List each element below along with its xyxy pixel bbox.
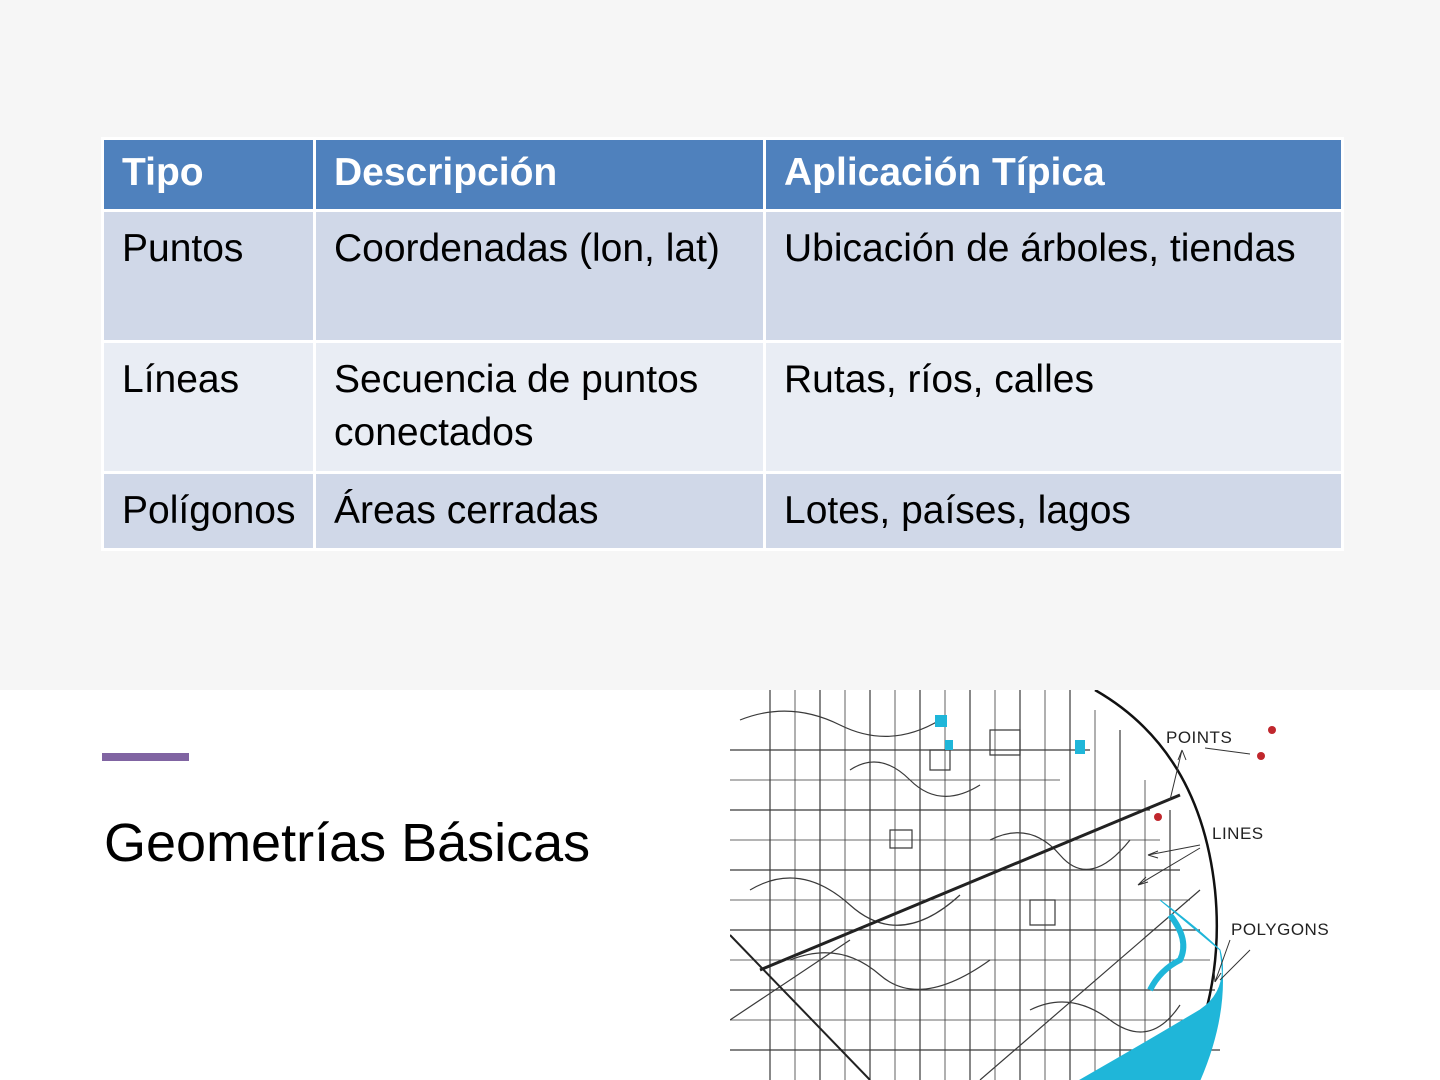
polygons-label: POLYGONS [1231,920,1330,939]
cell-descripcion: Áreas cerradas [315,473,765,550]
table-row [103,342,1343,473]
cell-aplicacion: Ubicación de árboles, tiendas [765,211,1343,342]
street-map-graphic [730,690,1340,1080]
table-row [103,211,1343,342]
table-row [103,473,1343,550]
header-aplicacion: Aplicación Típica [765,139,1343,211]
cell-tipo: Puntos [103,211,315,342]
slide-title: Geometrías Básicas [104,813,591,873]
header-tipo: Tipo [103,139,315,211]
lines-label: LINES [1212,824,1264,843]
cell-descripcion: Coordenadas (lon, lat) [315,211,765,342]
points-label: POINTS [1166,728,1233,747]
cell-aplicacion: Rutas, ríos, calles [765,342,1343,473]
table-header-row [103,139,1343,211]
geometry-table [101,137,1344,551]
cell-descripcion: Secuencia de puntos conectados [315,342,765,473]
cell-aplicacion: Lotes, países, lagos [765,473,1343,550]
header-descripcion: Descripción [315,139,765,211]
street-map-illustration [730,690,1340,1080]
title-accent-bar [102,753,189,761]
cell-tipo: Líneas [103,342,315,473]
cell-tipo: Polígonos [103,473,315,550]
